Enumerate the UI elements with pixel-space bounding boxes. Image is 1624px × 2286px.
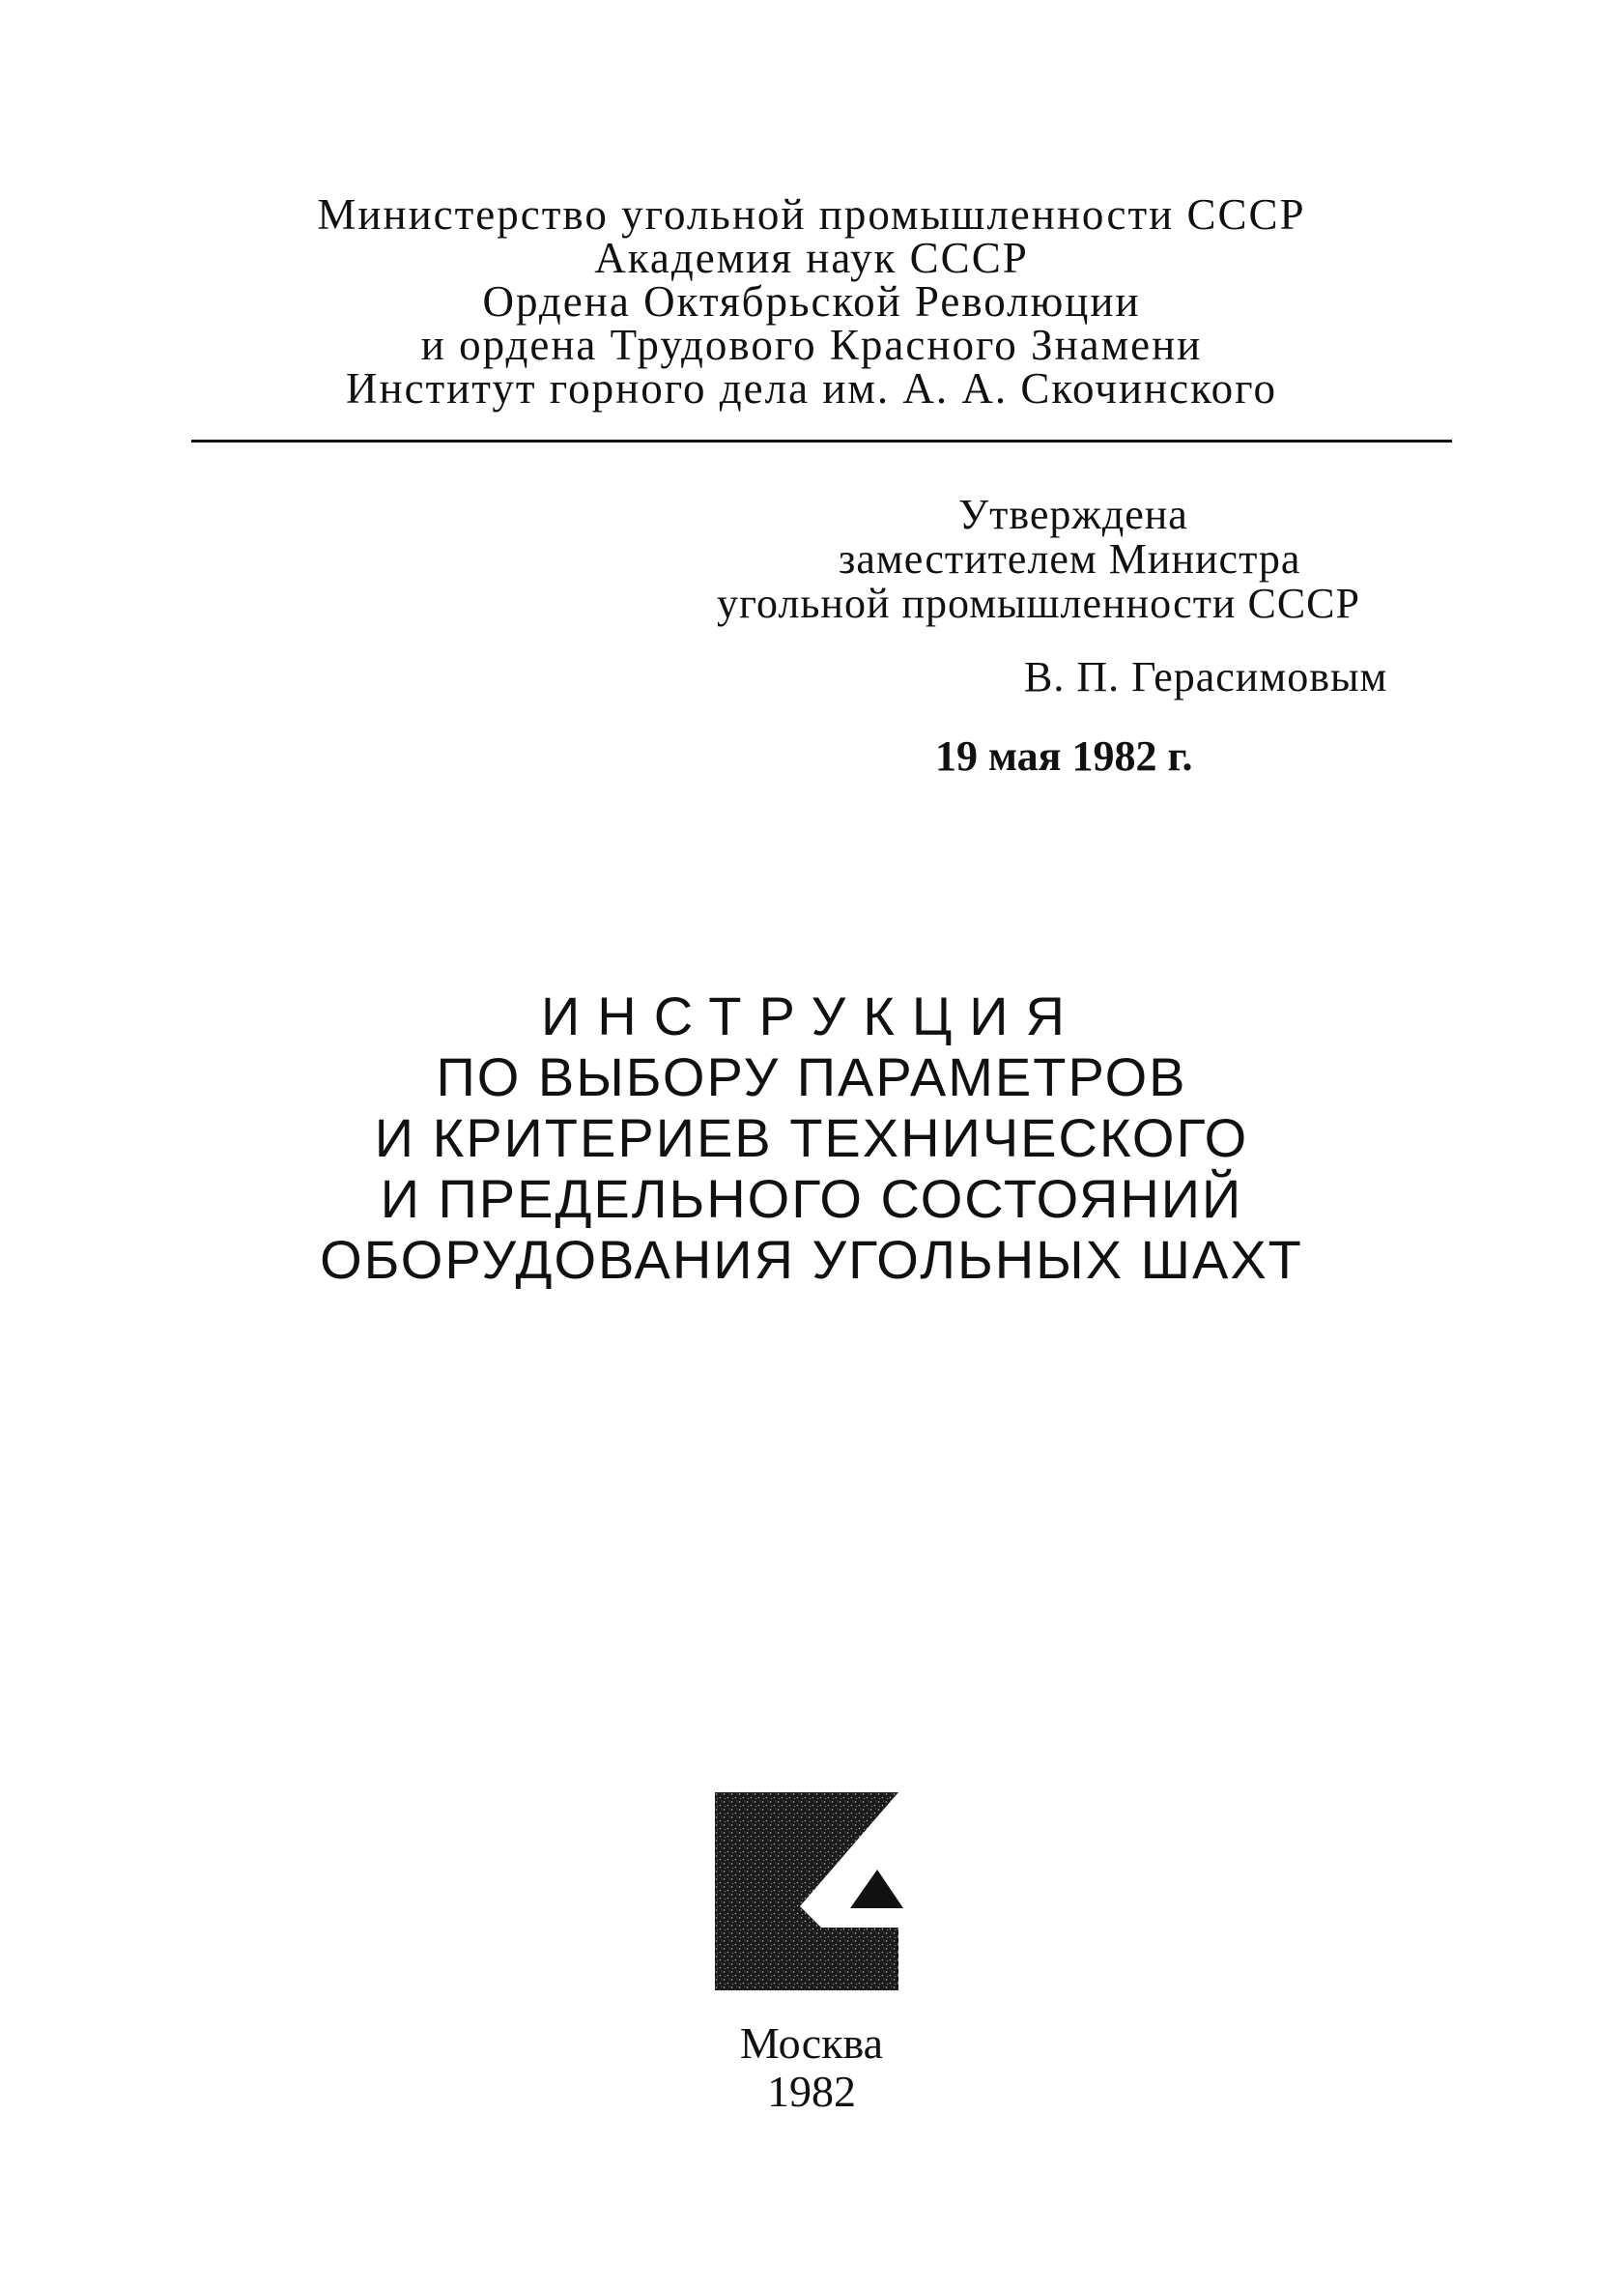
title-main: ИНСТРУКЦИЯ (541, 986, 1082, 1046)
title-line-4: ОБОРУДОВАНИЯ УГОЛЬНЫХ ШАХТ (320, 1229, 1303, 1290)
org-line-order-labor: и ордена Трудового Красного Знамени (420, 321, 1203, 369)
org-line-academy: Академия наук СССР (594, 234, 1029, 282)
imprint-year: 1982 (767, 2067, 856, 2116)
org-line-order-revolution: Ордена Октябрьской Революции (482, 277, 1141, 326)
document-title (290, 986, 1333, 1290)
title-line-2: И КРИТЕРИЕВ ТЕХНИЧЕСКОГО (374, 1107, 1249, 1168)
title-line-3: И ПРЕДЕЛЬНОГО СОСТОЯНИЙ (380, 1168, 1243, 1229)
approval-signatory: В. П. Герасимовым (1024, 653, 1388, 700)
title-line-1: ПО ВЫБОРУ ПАРАМЕТРОВ (436, 1046, 1187, 1107)
approval-date: 19 мая 1982 г. (935, 732, 1193, 780)
approval-approved: Утверждена (958, 491, 1188, 538)
header-divider (191, 440, 1452, 443)
approval-ministry: угольной промышленности СССР (717, 580, 1360, 627)
org-line-ministry: Министерство угольной промышленности СССР (317, 190, 1306, 239)
imprint (676, 2019, 947, 2116)
publisher-logo-icon (715, 1792, 908, 1995)
approval-deputy: заместителем Министра (839, 535, 1301, 583)
org-line-institute: Институт горного дела им. А. А. Скочинского (345, 364, 1277, 413)
organization-header (184, 190, 1439, 413)
imprint-city: Москва (739, 2018, 884, 2068)
